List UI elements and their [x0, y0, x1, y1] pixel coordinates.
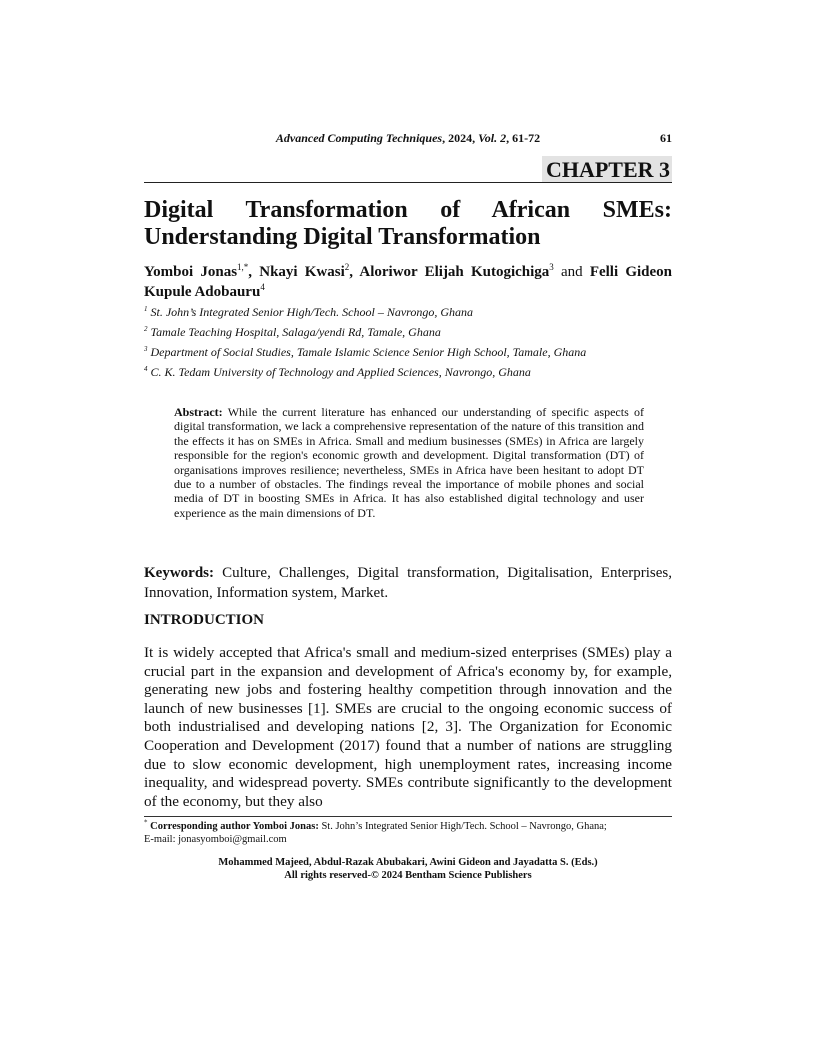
publisher-credits	[144, 857, 672, 882]
author-affiliation-mark: 2	[344, 262, 350, 272]
chapter-title	[144, 197, 672, 251]
affiliation-mark: 4	[144, 365, 148, 373]
body-paragraph: It is widely accepted that Africa's small and medium-sized enterprises (SMEs) play a crucial part in the expansion and development of Africa's economy by, for example, generating new jobs and fostering healthy competition through innovation and the launch of new businesses [1]. SMEs are crucial to the ongoing economic success of both industrialised and developing nations [2, 3]. The Organization for Economic Cooperation and Development (2017) found that a number of nations are struggling due to slow economic development, high unemployment rates, increasing income inequality, and widespread poverty. SMEs contribute significantly to the development of the economy, but they also	[144, 644, 672, 810]
affiliation-text: C. K. Tedam University of Technology and Applied Sciences, Navrongo, Ghana	[150, 365, 531, 379]
journal-name: Advanced Computing Techniques	[275, 131, 443, 145]
affiliation	[144, 302, 672, 322]
affiliation	[144, 362, 672, 382]
keywords	[144, 563, 672, 603]
running-head	[144, 131, 672, 147]
editors-line: Mohammed Majeed, Abdul-Razak Abubakari, Awini Gideon and Jayadatta S. (Eds.)	[218, 857, 598, 868]
author-separator: ,	[248, 264, 260, 280]
page-number: 61	[660, 131, 672, 145]
keywords-text: Culture, Challenges, Digital transformation, Digitalisation, Enterprises, Innovation, Information system, Market.	[144, 565, 673, 601]
affiliation	[144, 342, 672, 362]
title-line-2: Understanding Digital Transformation	[144, 224, 541, 250]
author-name: Aloriwor Elijah Kutogichiga	[359, 264, 550, 280]
affiliation-text: Tamale Teaching Hospital, Salaga/yendi Rd, Tamale, Ghana	[150, 325, 441, 339]
author-affiliation-mark: 3	[549, 262, 554, 272]
journal-volume: Vol. 2	[478, 131, 507, 145]
footnote-label: Corresponding author Yomboi Jonas:	[150, 821, 319, 832]
title-line-1: Digital Transformation of African SMEs:	[144, 197, 672, 223]
abstract	[174, 405, 644, 520]
journal-pages: , 61-72	[506, 131, 541, 145]
abstract-text: While the current literature has enhanced our understanding of specific aspects of digital transformation, we lack a comprehensive representation of the nature of this transition and the effects it has on SMEs in Africa. Small and medium businesses (SMEs) in Africa are largely responsible for the region's economic growth and development. Digital transformation (DT) of organisations improves resilience; nevertheless, SMEs in Africa have been hesitant to adopt DT due to a number of obstacles. The findings reveal the importance of mobile phones and social media of DT in boosting SMEs in Africa. It has also established digital technology and user experience as the main dimensions of DT.	[174, 405, 644, 520]
footnote-mark: *	[144, 818, 148, 827]
chapter-rule	[144, 182, 672, 183]
abstract-label: Abstract:	[174, 405, 223, 419]
section-heading: INTRODUCTION	[144, 612, 265, 628]
keywords-label: Keywords:	[144, 565, 214, 581]
author-name: Nkayi Kwasi	[259, 264, 345, 280]
author-affiliation-mark: 1,*	[237, 262, 249, 272]
footnote	[144, 820, 672, 846]
author-affiliation-mark: 4	[260, 282, 265, 292]
footnote-email: E-mail: jonasyomboi@gmail.com	[144, 834, 287, 845]
author-name: Felli Gideon Kupule Adobauru	[144, 264, 672, 300]
affiliation-text: Department of Social Studies, Tamale Islamic Science Senior High School, Tamale, Ghana	[150, 345, 587, 359]
chapter-label: CHAPTER 3	[542, 156, 672, 183]
affiliation-list	[144, 302, 672, 382]
author-name: Yomboi Jonas	[144, 264, 238, 280]
journal-citation	[144, 131, 672, 146]
rights-line: All rights reserved-© 2024 Bentham Science Publishers	[284, 869, 532, 881]
author-separator: ,	[349, 264, 360, 280]
journal-year: , 2024,	[442, 131, 479, 145]
footnote-text: St. John’s Integrated Senior High/Tech. School – Navrongo, Ghana;	[318, 821, 607, 832]
affiliation-mark: 2	[144, 325, 148, 333]
author-list	[144, 262, 672, 302]
author-separator: and	[553, 264, 590, 280]
affiliation-mark: 1	[144, 305, 148, 313]
affiliation	[144, 322, 672, 342]
affiliation-mark: 3	[144, 345, 148, 353]
affiliation-text: St. John’s Integrated Senior High/Tech. School – Navrongo, Ghana	[150, 305, 474, 319]
footnote-rule	[144, 816, 672, 817]
